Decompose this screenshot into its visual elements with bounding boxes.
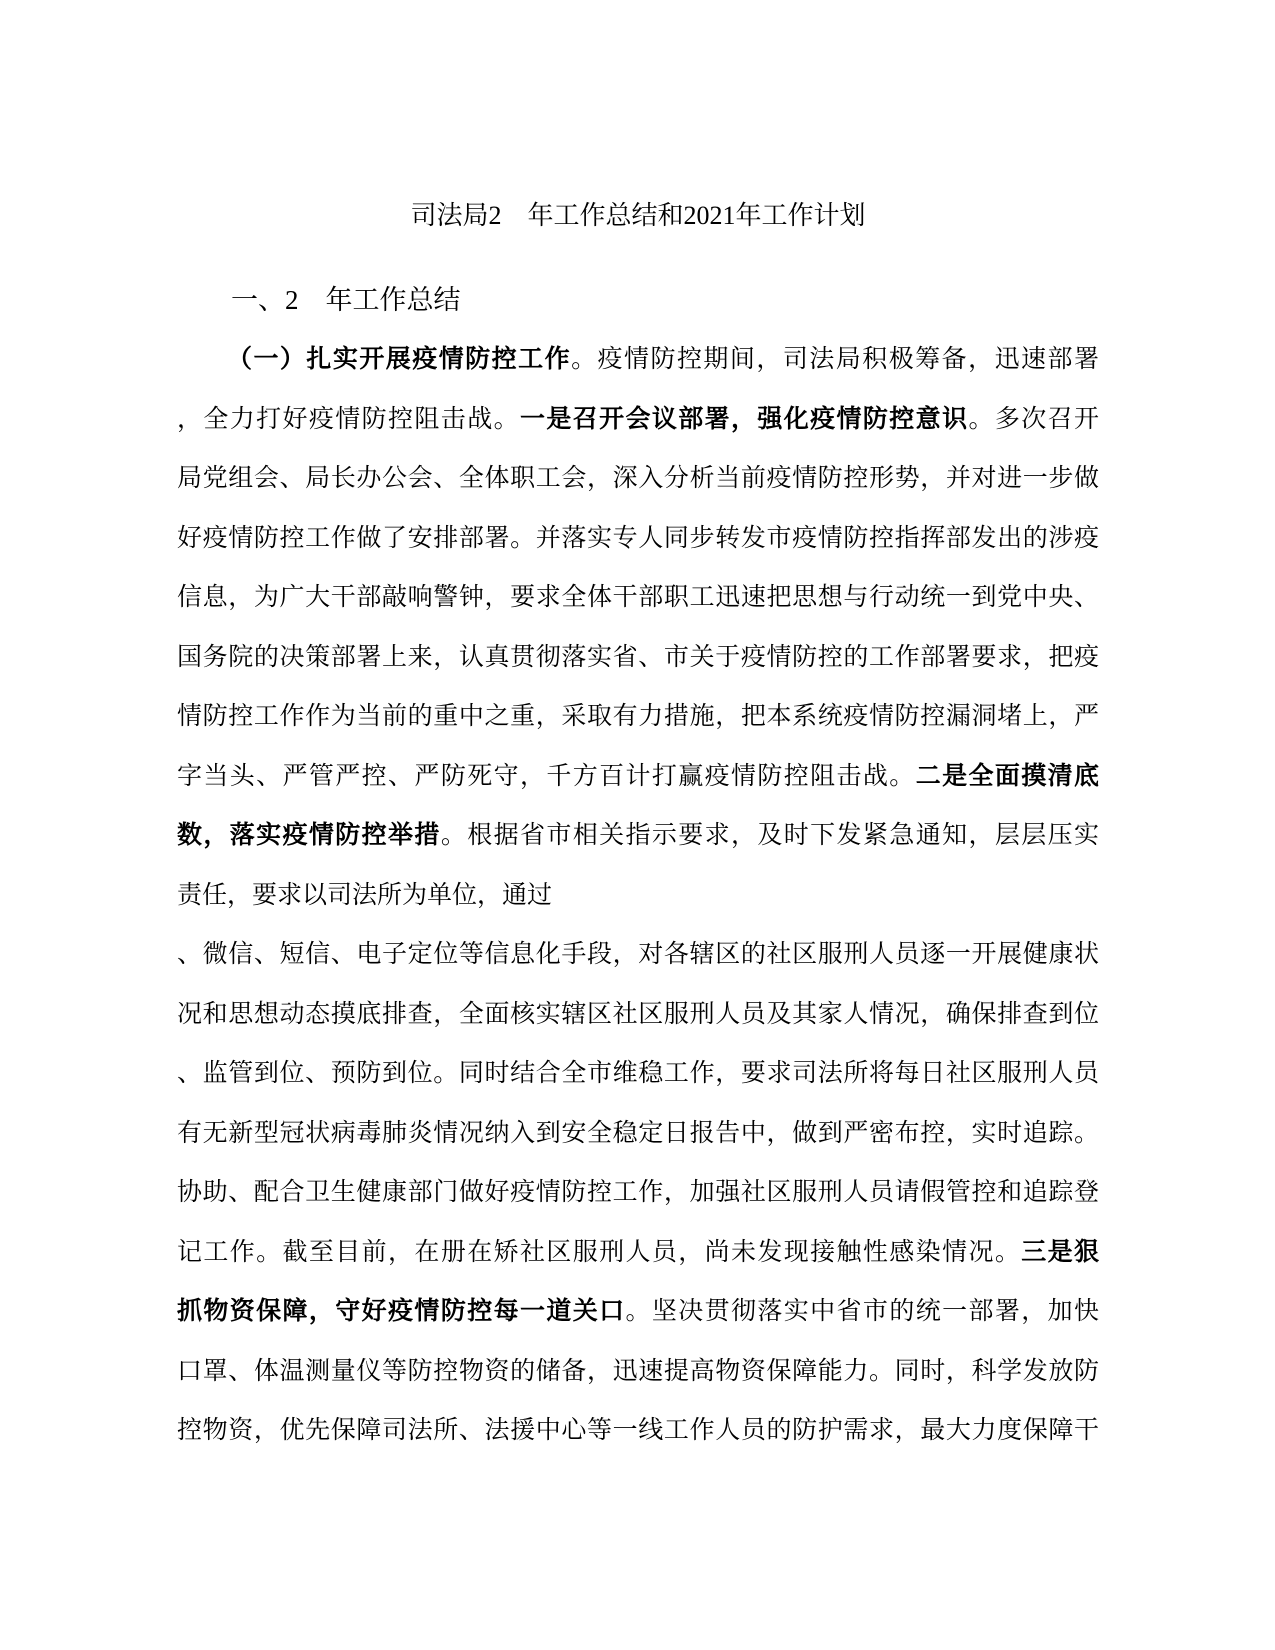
text-run: 信息，为广大干部敲响警钟，要求全体干部职工迅速把思想与行动统一到党中央、 xyxy=(177,584,1099,611)
paragraph-line xyxy=(177,1044,1099,1104)
text-run: 。疫情防控期间，司法局积极筹备，迅速部署 xyxy=(571,346,1099,373)
text-run: 。根据省市相关指示要求，及时下发紧急通知，层层压实 xyxy=(440,822,1099,849)
paragraph-line xyxy=(177,1401,1099,1461)
paragraph-line xyxy=(177,330,1099,390)
paragraph-line xyxy=(177,925,1099,985)
text-run: 有无新型冠状病毒肺炎情况纳入到安全稳定日报告中，做到严密布控，实时追踪。 xyxy=(177,1119,1099,1147)
paragraph-line xyxy=(177,806,1099,866)
document-body xyxy=(177,330,1099,1461)
text-run: 责任，要求以司法所为单位，通过 xyxy=(177,881,553,909)
text-run: 局党组会、局长办公会、全体职工会，深入分析当前疫情防控形势，并对进一步做 xyxy=(177,465,1099,492)
paragraph-line xyxy=(177,1223,1099,1283)
paragraph-line xyxy=(177,1282,1099,1342)
paragraph-line xyxy=(177,509,1099,569)
bold-text-run: 数，落实疫情防控举措 xyxy=(177,822,441,849)
section-heading: 一、2 年工作总结 xyxy=(231,285,461,315)
document-title: 司法局2 年工作总结和2021年工作计划 xyxy=(410,201,866,230)
text-run: 记工作。截至目前，在册在矫社区服刑人员，尚未发现接触性感染情况。 xyxy=(177,1238,1022,1266)
paragraph-line xyxy=(177,985,1099,1045)
paragraph-line xyxy=(177,866,1099,926)
paragraph-line xyxy=(177,390,1099,450)
bold-text-run: 抓物资保障，守好疫情防控每一道关口 xyxy=(177,1298,626,1325)
bold-text-run: （一）扎实开展疫情防控工作 xyxy=(227,346,572,373)
bold-text-run: 三是狠 xyxy=(1021,1238,1099,1266)
paragraph-line xyxy=(177,568,1099,628)
text-run: 口罩、体温测量仪等防控物资的储备，迅速提高物资保障能力。同时，科学发放防 xyxy=(177,1357,1099,1385)
text-run: 。坚决贯彻落实中省市的统一部署，加快 xyxy=(625,1298,1099,1325)
text-run: 字当头、严管严控、严防死守，千方百计打赢疫情防控阻击战。 xyxy=(177,762,916,790)
paragraph-line xyxy=(177,687,1099,747)
text-run: 、微信、短信、电子定位等信息化手段，对各辖区的社区服刑人员逐一开展健康状 xyxy=(177,941,1099,968)
text-run: ，全力打好疫情防控阻击战。 xyxy=(177,405,520,433)
text-run: 情防控工作作为当前的重中之重，采取有力措施，把本系统疫情防控漏洞堵上，严 xyxy=(177,703,1099,730)
paragraph-line xyxy=(177,1342,1099,1402)
text-run: 控物资，优先保障司法所、法援中心等一线工作人员的防护需求，最大力度保障干 xyxy=(177,1417,1099,1444)
paragraph-line xyxy=(177,1104,1099,1164)
paragraph-line xyxy=(177,1163,1099,1223)
text-run: 。多次召开 xyxy=(968,405,1099,433)
text-run: 况和思想动态摸底排查，全面核实辖区社区服刑人员及其家人情况，确保排查到位 xyxy=(177,1000,1099,1028)
paragraph-line xyxy=(177,628,1099,688)
text-run: 、监管到位、预防到位。同时结合全市维稳工作，要求司法所将每日社区服刑人员 xyxy=(177,1060,1099,1087)
bold-text-run: 一是召开会议部署，强化疫情防控意识 xyxy=(519,405,969,433)
text-run: 协助、配合卫生健康部门做好疫情防控工作，加强社区服刑人员请假管控和追踪登 xyxy=(177,1179,1099,1206)
text-run: 好疫情防控工作做了安排部署。并落实专人同步转发市疫情防控指挥部发出的涉疫 xyxy=(177,524,1099,552)
paragraph-line xyxy=(177,747,1099,807)
paragraph-line xyxy=(177,449,1099,509)
text-run: 国务院的决策部署上来，认真贯彻落实省、市关于疫情防控的工作部署要求，把疫 xyxy=(177,643,1099,671)
bold-text-run: 二是全面摸清底 xyxy=(915,762,1099,790)
